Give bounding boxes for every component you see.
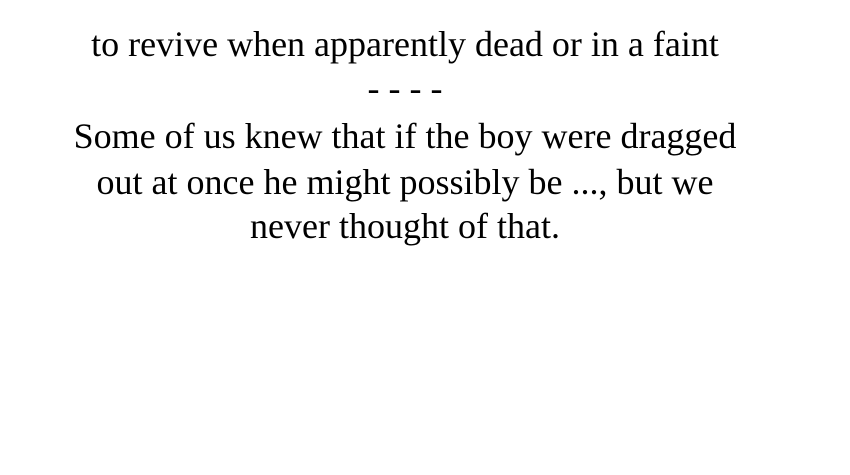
example-sentence-line-3: never thought of that. [250, 206, 560, 246]
example-sentence-line-2: out at once he might possibly be ..., but we [96, 162, 714, 202]
separator: - - - - [367, 68, 443, 108]
definition-text: to revive when apparently dead or in a faint [91, 24, 719, 64]
example-sentence-line-1: Some of us knew that if the boy were dragged [73, 116, 737, 156]
